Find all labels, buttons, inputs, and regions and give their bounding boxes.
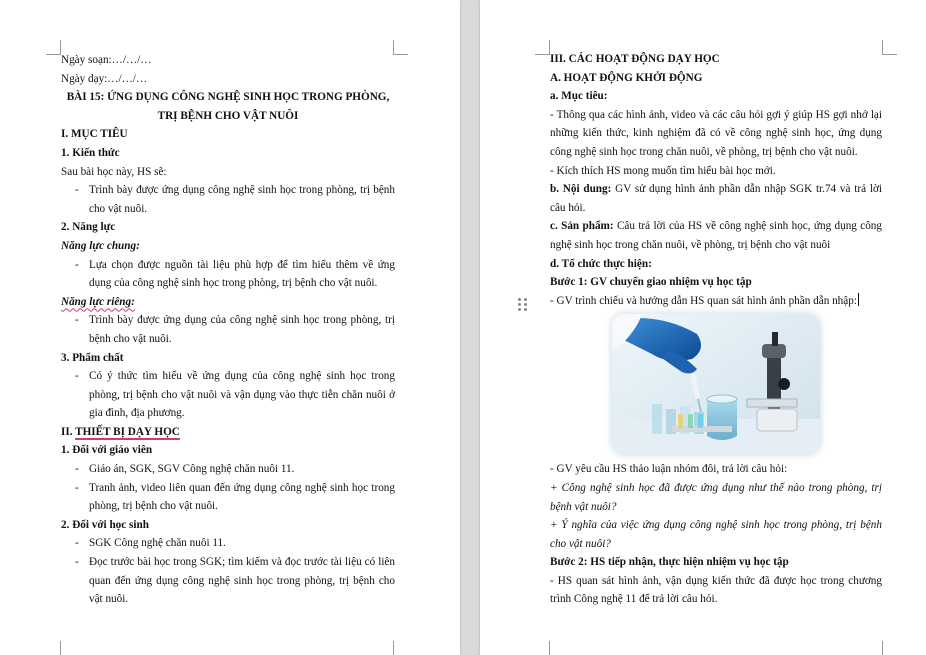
lab-scientist-image[interactable] — [612, 314, 820, 454]
to-chuc-label: d. Tổ chức thực hiện: — [550, 257, 652, 270]
nang-luc-rieng-label: Năng lực riêng: — [61, 295, 135, 308]
move-handle-icon[interactable] — [518, 298, 528, 312]
margin-mark-top-left — [46, 40, 61, 55]
list-item: - Có ý thức tìm hiểu về ứng dụng của công nghệ sinh học trong phòng, trị bệnh cho vật nuôi và vận dụng vào thực tiễn chăn nuôi ở gia đình, địa phương. — [75, 370, 395, 420]
heading-pham-chat: 3. Phẩm chất — [61, 351, 124, 364]
document-page-left[interactable] — [0, 0, 460, 655]
margin-mark-bottom-right — [393, 641, 408, 655]
list-item: - Trình bày được ứng dụng của công nghệ sinh học trong phòng, trị bệnh cho vật nuôi. — [75, 314, 395, 345]
list-item: - Trình bày được ứng dụng công nghệ sinh học trong phòng, trị bệnh cho vật nuôi. — [75, 184, 395, 215]
nang-luc-chung-label: Năng lực chung: — [61, 239, 140, 252]
heading-nang-luc: 2. Năng lực — [61, 221, 116, 234]
list-item: - SGK Công nghệ chăn nuôi 11. — [75, 537, 226, 550]
heading-thiet-bi: II. THIẾT BỊ DẠY HỌC — [61, 425, 180, 438]
list-item: - Lựa chọn được nguồn tài liệu phù hợp để tìm hiểu thêm về ứng dụng của công nghệ sinh học trong phòng, trị bệnh cho vật nuôi. — [75, 258, 395, 290]
list-item: - Đọc trước bài học trong SGK; tìm kiếm và đọc trước tài liệu có liên quan đến ứng dụng công nghệ sinh học trong phòng, trị bệnh cho vật nuôi. — [75, 556, 395, 606]
paragraph: - Thông qua các hình ảnh, video và các câu hỏi gợi ý giúp HS gợi nhớ lại những kiến thức, kinh nghiệm đã có về công nghệ sinh học, ứng dụng công nghệ sinh học trong chăn nuôi, về phòng, trị bệnh cho vật nuôi. — [550, 108, 882, 158]
ngay-soan: Ngày soạn:…/…/… — [61, 54, 152, 66]
text-cursor — [858, 293, 859, 306]
heading-hoat-dong: III. CÁC HOẠT ĐỘNG DẠY HỌC — [550, 53, 720, 65]
lesson-title-line1: BÀI 15: ỨNG DỤNG CÔNG NGHỆ SINH HỌC TRONG PHÒNG, — [66, 91, 390, 104]
heading-kien-thuc: 1. Kiến thức — [61, 146, 120, 159]
margin-mark-top-left — [535, 40, 550, 55]
heading-hoc-sinh: 2. Đối với học sinh — [61, 518, 149, 531]
page-body[interactable] — [550, 50, 882, 609]
paragraph: - Kích thích HS mong muốn tìm hiểu bài học mới. — [550, 164, 776, 177]
heading-muc-tieu: I. MỤC TIÊU — [61, 128, 128, 141]
paragraph: - HS quan sát hình ảnh, vận dụng kiến thức đã được học trong chương trình Công nghệ 11 để trả lời câu hỏi. — [550, 574, 882, 606]
heading-khoi-dong: A. HOẠT ĐỘNG KHỞI ĐỘNG — [550, 71, 703, 84]
list-item: - Giáo án, SGK, SGV Công nghệ chăn nuôi 11. — [75, 463, 295, 476]
document-page-right[interactable] — [480, 0, 926, 655]
margin-mark-bottom-left — [46, 641, 61, 655]
paragraph-san-pham: c. Sản phẩm: Câu trả lời của HS về công nghệ sinh học, ứng dụng công nghệ sinh học trong chăn nuôi, về phòng, trị bệnh cho vật nuôi — [550, 220, 882, 251]
margin-mark-top-right — [393, 40, 408, 55]
question-1: + Công nghệ sinh học đã được ứng dụng như thế nào trong phòng, trị bệnh vật nuôi? — [550, 481, 882, 513]
muc-tieu-label: a. Mục tiêu: — [550, 90, 608, 103]
paragraph: - GV yêu cầu HS thảo luận nhóm đôi, trả lời câu hỏi: — [550, 463, 788, 476]
paragraph-noi-dung: b. Nội dung: GV sử dụng hình ảnh phần dẫn nhập SGK tr.74 và trả lời câu hỏi. — [550, 183, 882, 214]
margin-mark-top-right — [882, 40, 897, 55]
lab-photo-illustration — [612, 314, 820, 454]
margin-mark-bottom-left — [535, 641, 550, 655]
question-2: + Ý nghĩa của việc ứng dụng công nghệ sinh học trong phòng, trị bệnh cho vật nuôi? — [550, 519, 882, 550]
paragraph: - GV trình chiếu và hướng dẫn HS quan sát hình ảnh phần dẫn nhập: — [550, 294, 857, 307]
heading-giao-vien: 1. Đối với giáo viên — [61, 444, 153, 457]
lesson-title-line2: TRỊ BỆNH CHO VẬT NUÔI — [157, 109, 299, 122]
margin-mark-bottom-right — [882, 641, 897, 655]
list-item: - Tranh ảnh, video liên quan đến ứng dụng công nghệ sinh học trong phòng, trị bệnh cho vật nuôi. — [75, 481, 395, 513]
kien-thuc-intro: Sau bài học này, HS sẽ: — [61, 165, 167, 178]
page-body[interactable] — [61, 51, 395, 609]
ngay-day: Ngày dạy:…/…/… — [61, 72, 148, 85]
step1-heading: Bước 1: GV chuyển giao nhiệm vụ học tập — [550, 276, 752, 289]
step2-heading: Bước 2: HS tiếp nhận, thực hiện nhiệm vụ học tập — [550, 556, 789, 569]
